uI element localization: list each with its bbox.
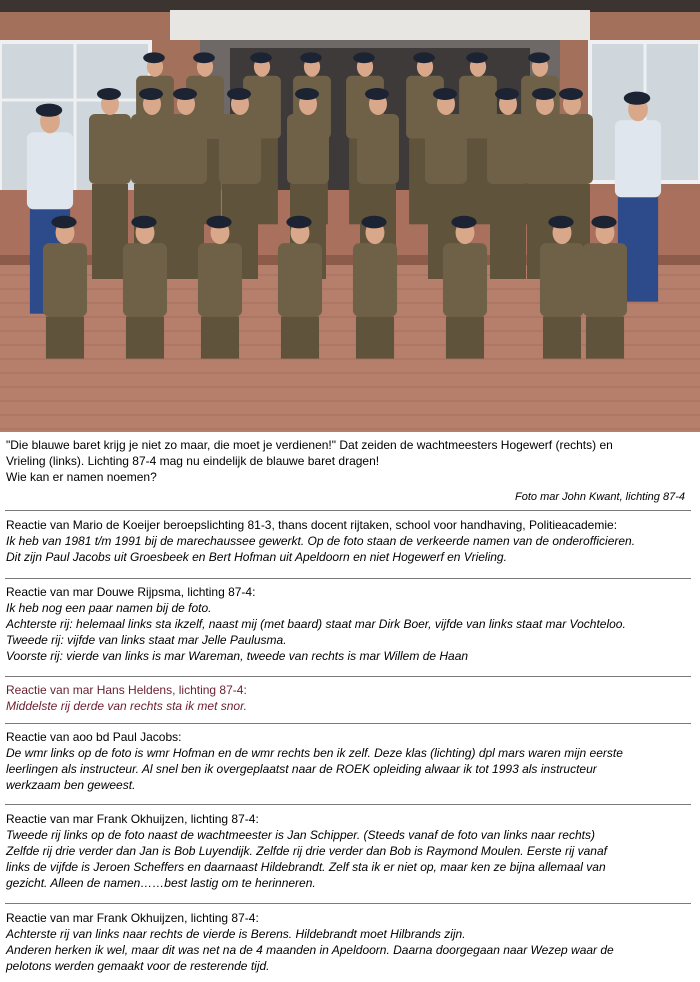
reaction-text: Achterste rij: helemaal links sta ikzelf, naast mij (met baard) staat mar Dirk Boer, vijfde van links staat mar Vochteloo.	[6, 617, 626, 631]
reaction	[6, 517, 696, 565]
reaction-text: pelotons werden gemaakt voor de resterende tijd.	[6, 959, 270, 973]
reaction-text: werkzaam ben geweest.	[6, 778, 136, 792]
soldier-figure	[487, 88, 529, 279]
reaction	[6, 910, 696, 974]
reaction-author: Reactie van mar Hans Heldens, lichting 87-4:	[6, 683, 247, 697]
caption-line: Vrieling (links). Lichting 87-4 mag nu eindelijk de blauwe baret dragen!	[6, 454, 380, 468]
reaction-text: Anderen herken ik wel, maar dit was net na de 4 maanden in Apeldoorn. Daarna doorgegaan naar Wezep waar de	[6, 943, 614, 957]
reaction	[6, 584, 696, 664]
reaction-author: Reactie van mar Frank Okhuijzen, lichting 87-4:	[6, 911, 259, 925]
reaction-author: Reactie van mar Frank Okhuijzen, lichting 87-4:	[6, 812, 259, 826]
reaction	[6, 811, 696, 891]
divider	[5, 676, 691, 677]
reaction-text: Tweede rij links op de foto naast de wachtmeester is Jan Schipper. (Steeds vanaf de foto van links naar rechts)	[6, 828, 595, 842]
reaction-text: leerlingen als instructeur. Al snel ben ik overgeplaatst naar de ROEK opleiding alwaar ik tot 1993 als instructeur	[6, 762, 597, 776]
divider	[5, 510, 691, 511]
photo-credit: Foto mar John Kwant, lichting 87-4	[515, 491, 685, 503]
reaction-text: Ik heb van 1981 t/m 1991 bij de marechaussee gewerkt. Op de foto staan de verkeerde namen van de onderofficieren.	[6, 534, 636, 548]
photo-caption	[6, 437, 696, 485]
entrance-canopy	[170, 10, 590, 40]
reaction	[6, 729, 696, 793]
reaction-text: Zelfde rij drie verder dan Jan is Bob Luyendijk. Zelfde rij drie verder dan Bob is Raymond Moulen. Eerste rij vanaf	[6, 844, 607, 858]
reaction	[6, 682, 696, 714]
reaction-text: Achterste rij van links naar rechts de vierde is Berens. Hildebrandt moet Hilbrands zijn.	[6, 927, 466, 941]
reaction-text: De wmr links op de foto is wmr Hofman en de wmr rechts ben ik zelf. Deze klas (lichting) dpl mars waren mijn eerste	[6, 746, 623, 760]
caption-line: "Die blauwe baret krijg je niet zo maar, die moet je verdienen!" Dat zeiden de wachtmeesters Hogewerf (rechts) en	[6, 438, 613, 452]
reaction-author: Reactie van aoo bd Paul Jacobs:	[6, 730, 182, 744]
reaction-text: Voorste rij: vierde van links is mar Wareman, tweede van rechts is mar Willem de Haan	[6, 649, 469, 663]
divider	[5, 804, 691, 805]
divider	[5, 903, 691, 904]
reaction-text: Middelste rij derde van rechts sta ik met snor.	[6, 699, 247, 713]
reaction-text: Tweede rij: vijfde van links staat mar Jelle Paulusma.	[6, 633, 287, 647]
divider	[5, 578, 691, 579]
group-photo	[0, 0, 700, 432]
reaction-text: links de vijfde is Jeroen Scheffers en daarnaast Hildebrandt. Zelf sta ik er niet op, maar ken ze bijna allemaal van	[6, 860, 606, 874]
divider	[5, 723, 691, 724]
reaction-text: gezicht. Alleen de namen……best lastig om te herinneren.	[6, 876, 316, 890]
reaction-text: Ik heb nog een paar namen bij de foto.	[6, 601, 212, 615]
caption-line: Wie kan er namen noemen?	[6, 470, 157, 484]
group-photo-illustration	[0, 0, 700, 432]
reaction-text: Dit zijn Paul Jacobs uit Groesbeek en Bert Hofman uit Apeldoorn en niet Hogewerf en Vrieling.	[6, 550, 507, 564]
reaction-author: Reactie van mar Douwe Rijpsma, lichting 87-4:	[6, 585, 256, 599]
reaction-author: Reactie van Mario de Koeijer beroepslichting 81-3, thans docent rijtaken, school voor handhaving, Politieacademie:	[6, 518, 618, 532]
